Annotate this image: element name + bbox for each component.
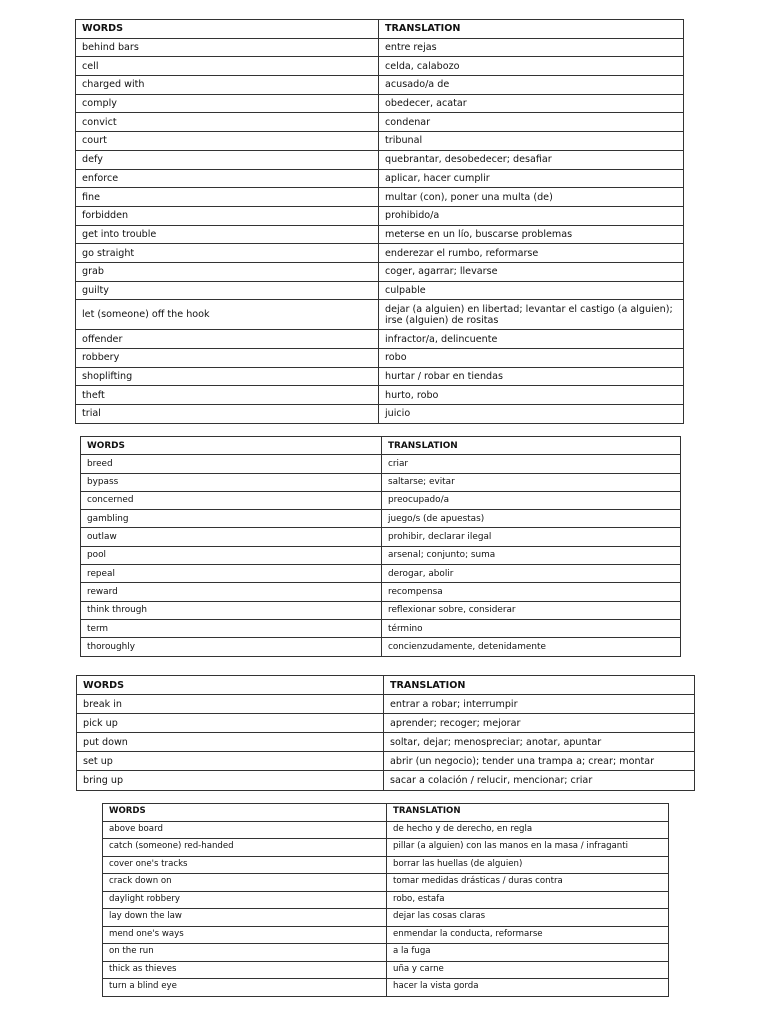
table-row bbox=[81, 565, 681, 583]
table-row bbox=[77, 714, 695, 733]
word-cell: break in bbox=[77, 695, 384, 714]
table-row bbox=[76, 38, 684, 57]
table-row bbox=[103, 891, 669, 909]
translation-cell: acusado/a de bbox=[379, 76, 684, 95]
word-cell: mend one's ways bbox=[103, 926, 387, 944]
table-row bbox=[76, 132, 684, 151]
table-row bbox=[81, 473, 681, 491]
table-row bbox=[76, 244, 684, 263]
word-cell: on the run bbox=[103, 944, 387, 962]
translation-cell: enderezar el rumbo, reformarse bbox=[379, 244, 684, 263]
table-row bbox=[76, 367, 684, 386]
table-row bbox=[103, 874, 669, 892]
word-cell: robbery bbox=[76, 349, 379, 368]
translation-cell: culpable bbox=[379, 281, 684, 300]
word-cell: guilty bbox=[76, 281, 379, 300]
translation-cell: entrar a robar; interrumpir bbox=[384, 695, 695, 714]
word-cell: put down bbox=[77, 733, 384, 752]
word-cell: outlaw bbox=[81, 528, 382, 546]
table-row bbox=[76, 150, 684, 169]
translation-cell: juego/s (de apuestas) bbox=[382, 510, 681, 528]
word-cell: offender bbox=[76, 330, 379, 349]
table-header-row bbox=[103, 804, 669, 822]
word-cell: crack down on bbox=[103, 874, 387, 892]
word-cell: theft bbox=[76, 386, 379, 405]
table-row bbox=[76, 281, 684, 300]
table-row bbox=[103, 944, 669, 962]
translation-cell: meterse en un lío, buscarse problemas bbox=[379, 225, 684, 244]
word-cell: thoroughly bbox=[81, 638, 382, 656]
words-header: WORDS bbox=[77, 676, 384, 695]
table-row bbox=[81, 510, 681, 528]
table-row bbox=[76, 94, 684, 113]
table-row bbox=[77, 695, 695, 714]
word-cell: think through bbox=[81, 601, 382, 619]
table-row bbox=[76, 349, 684, 368]
translation-cell: multar (con), poner una multa (de) bbox=[379, 188, 684, 207]
word-cell: concerned bbox=[81, 491, 382, 509]
table-row bbox=[103, 839, 669, 857]
word-cell: bring up bbox=[77, 771, 384, 790]
words-header: WORDS bbox=[81, 437, 382, 455]
translation-header: TRANSLATION bbox=[384, 676, 695, 695]
words-header: WORDS bbox=[103, 804, 387, 822]
table-row bbox=[81, 583, 681, 601]
word-cell: set up bbox=[77, 752, 384, 771]
translation-cell: coger, agarrar; llevarse bbox=[379, 262, 684, 281]
translation-cell: criar bbox=[382, 455, 681, 473]
translation-cell: concienzudamente, detenidamente bbox=[382, 638, 681, 656]
word-cell: defy bbox=[76, 150, 379, 169]
translation-cell: tomar medidas drásticas / duras contra bbox=[387, 874, 669, 892]
translation-cell: derogar, abolir bbox=[382, 565, 681, 583]
table-row bbox=[103, 926, 669, 944]
table-row bbox=[76, 113, 684, 132]
table-row bbox=[103, 979, 669, 997]
translation-cell: recompensa bbox=[382, 583, 681, 601]
translation-cell: prohibir, declarar ilegal bbox=[382, 528, 681, 546]
translation-cell: preocupado/a bbox=[382, 491, 681, 509]
word-cell: gambling bbox=[81, 510, 382, 528]
table-row bbox=[103, 909, 669, 927]
table-row bbox=[103, 961, 669, 979]
table-row bbox=[76, 300, 684, 330]
word-cell: behind bars bbox=[76, 38, 379, 57]
table-row bbox=[103, 856, 669, 874]
table-row bbox=[76, 188, 684, 207]
translation-cell: soltar, dejar; menospreciar; anotar, apuntar bbox=[384, 733, 695, 752]
translation-cell: a la fuga bbox=[387, 944, 669, 962]
table-row bbox=[77, 733, 695, 752]
word-cell: trial bbox=[76, 405, 379, 424]
translation-cell: tribunal bbox=[379, 132, 684, 151]
table-row bbox=[103, 821, 669, 839]
table-row bbox=[76, 169, 684, 188]
translation-header: TRANSLATION bbox=[379, 20, 684, 39]
word-cell: bypass bbox=[81, 473, 382, 491]
word-cell: breed bbox=[81, 455, 382, 473]
translation-cell: enmendar la conducta, reformarse bbox=[387, 926, 669, 944]
translation-cell: condenar bbox=[379, 113, 684, 132]
translation-cell: uña y carne bbox=[387, 961, 669, 979]
translation-cell: entre rejas bbox=[379, 38, 684, 57]
translation-cell: borrar las huellas (de alguien) bbox=[387, 856, 669, 874]
translation-cell: de hecho y de derecho, en regla bbox=[387, 821, 669, 839]
word-cell: enforce bbox=[76, 169, 379, 188]
translation-cell: aplicar, hacer cumplir bbox=[379, 169, 684, 188]
vocab-table-gambling bbox=[80, 436, 681, 657]
word-cell: let (someone) off the hook bbox=[76, 300, 379, 330]
word-cell: above board bbox=[103, 821, 387, 839]
table-row bbox=[81, 601, 681, 619]
table-row bbox=[81, 455, 681, 473]
table-header-row bbox=[77, 676, 695, 695]
table-row bbox=[76, 262, 684, 281]
translation-header: TRANSLATION bbox=[382, 437, 681, 455]
word-cell: convict bbox=[76, 113, 379, 132]
word-cell: fine bbox=[76, 188, 379, 207]
vocab-table-crime bbox=[75, 19, 684, 424]
vocab-table-phrasal-verbs bbox=[76, 675, 695, 791]
translation-cell: juicio bbox=[379, 405, 684, 424]
word-cell: daylight robbery bbox=[103, 891, 387, 909]
table-row bbox=[76, 57, 684, 76]
table-row bbox=[81, 546, 681, 564]
table-row bbox=[81, 638, 681, 656]
translation-cell: robo, estafa bbox=[387, 891, 669, 909]
word-cell: cover one's tracks bbox=[103, 856, 387, 874]
translation-cell: prohibido/a bbox=[379, 206, 684, 225]
translation-cell: abrir (un negocio); tender una trampa a; crear; montar bbox=[384, 752, 695, 771]
translation-cell: infractor/a, delincuente bbox=[379, 330, 684, 349]
translation-cell: obedecer, acatar bbox=[379, 94, 684, 113]
word-cell: forbidden bbox=[76, 206, 379, 225]
table-row bbox=[81, 619, 681, 637]
table-row bbox=[81, 528, 681, 546]
translation-cell: dejar (a alguien) en libertad; levantar el castigo (a alguien); irse (alguien) de rositas bbox=[379, 300, 684, 330]
words-header: WORDS bbox=[76, 20, 379, 39]
table-row bbox=[77, 752, 695, 771]
translation-cell: dejar las cosas claras bbox=[387, 909, 669, 927]
translation-cell: hurtar / robar en tiendas bbox=[379, 367, 684, 386]
word-cell: charged with bbox=[76, 76, 379, 95]
translation-header: TRANSLATION bbox=[387, 804, 669, 822]
word-cell: shoplifting bbox=[76, 367, 379, 386]
word-cell: court bbox=[76, 132, 379, 151]
word-cell: comply bbox=[76, 94, 379, 113]
word-cell: lay down the law bbox=[103, 909, 387, 927]
word-cell: repeal bbox=[81, 565, 382, 583]
table-row bbox=[76, 206, 684, 225]
word-cell: cell bbox=[76, 57, 379, 76]
word-cell: turn a blind eye bbox=[103, 979, 387, 997]
table-row bbox=[76, 225, 684, 244]
translation-cell: reflexionar sobre, considerar bbox=[382, 601, 681, 619]
translation-cell: sacar a colación / relucir, mencionar; criar bbox=[384, 771, 695, 790]
table-header-row bbox=[81, 437, 681, 455]
word-cell: term bbox=[81, 619, 382, 637]
translation-cell: celda, calabozo bbox=[379, 57, 684, 76]
translation-cell: saltarse; evitar bbox=[382, 473, 681, 491]
translation-cell: hurto, robo bbox=[379, 386, 684, 405]
table-row bbox=[77, 771, 695, 790]
table-row bbox=[76, 405, 684, 424]
word-cell: thick as thieves bbox=[103, 961, 387, 979]
table-row bbox=[76, 330, 684, 349]
word-cell: get into trouble bbox=[76, 225, 379, 244]
word-cell: pick up bbox=[77, 714, 384, 733]
translation-cell: aprender; recoger; mejorar bbox=[384, 714, 695, 733]
translation-cell: término bbox=[382, 619, 681, 637]
word-cell: go straight bbox=[76, 244, 379, 263]
word-cell: grab bbox=[76, 262, 379, 281]
translation-cell: hacer la vista gorda bbox=[387, 979, 669, 997]
translation-cell: arsenal; conjunto; suma bbox=[382, 546, 681, 564]
word-cell: catch (someone) red-handed bbox=[103, 839, 387, 857]
translation-cell: pillar (a alguien) con las manos en la masa / infraganti bbox=[387, 839, 669, 857]
table-row bbox=[81, 491, 681, 509]
translation-cell: quebrantar, desobedecer; desafiar bbox=[379, 150, 684, 169]
table-header-row bbox=[76, 20, 684, 39]
table-row bbox=[76, 386, 684, 405]
translation-cell: robo bbox=[379, 349, 684, 368]
word-cell: pool bbox=[81, 546, 382, 564]
vocab-table-idioms bbox=[102, 803, 669, 997]
word-cell: reward bbox=[81, 583, 382, 601]
table-row bbox=[76, 76, 684, 95]
